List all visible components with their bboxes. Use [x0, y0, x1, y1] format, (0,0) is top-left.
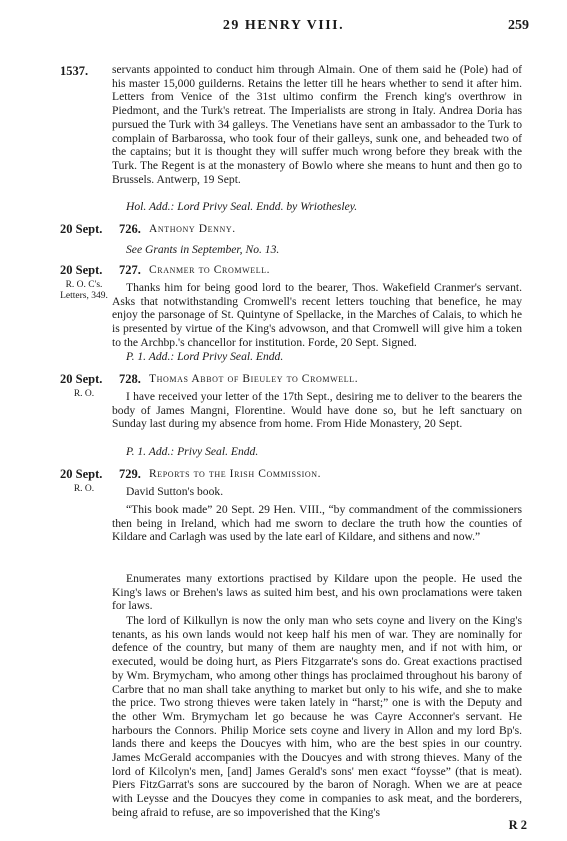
entry-margin-note: R. O.: [73, 389, 95, 399]
entry-title: Cranmer to Cromwell.: [149, 264, 271, 276]
entry-number: 729.: [119, 467, 141, 481]
entry-title: Thomas Abbot of Bieuley to Cromwell.: [149, 373, 359, 385]
running-title: 29 HENRY VIII.: [222, 18, 345, 33]
continuation-note: Hol. Add.: Lord Privy Seal. Endd. by Wriothesley.: [126, 200, 358, 213]
entry-title: Anthony Denny.: [149, 223, 236, 235]
entry-727-note: P. 1. Add.: Lord Privy Seal. Endd.: [126, 350, 284, 363]
running-head: [0, 18, 567, 38]
entry-727-text: Thanks him for being good lord to the bearer, Thos. Wakefield Cranmer's servant. Asks that notwithstanding Cromwell's recent letters touching that benefice, he may enjoy the parsonage of St. Quintyne of Spellacke, in the Marches of Calais, to which he is presented by virtue of the King's advowson, and that Cromwell will give him a token to the Archbp.'s chancellor for institution. Forde, 20 Sept. Signed.: [112, 281, 522, 349]
entry-title: Reports to the Irish Commission.: [149, 468, 322, 480]
entry-728-text: I have received your letter of the 17th Sept., desiring me to deliver to the bearers the body of James Mangni, Florentine. Would have done so, but he left sanctuary on Sunday last during my absence from home. From Hide Monastery, 20 Sept.: [112, 390, 522, 431]
entry-729-paragraph-1: “This book made” 20 Sept. 29 Hen. VIII., “by commandment of the commissioners then being in Ireland, which had me sworn to declare the truth how the counties of Kildare and Carlagh was used by the late earl of Kildare, and sithens and now.”: [112, 503, 522, 544]
year-label: 1537.: [60, 64, 89, 78]
entry-number: 727.: [119, 263, 141, 277]
entry-number: 728.: [119, 372, 141, 386]
entry-date: 20 Sept.: [60, 222, 103, 236]
continuation-paragraph: servants appointed to conduct him through Almain. One of them said he (Pole) had of his master 15,000 guilderns. Retains the letter till he hears whether to send it after him. Letters from Venice of the 31st ultimo confirm the French king's overthrow in Piedmont, and the Turk's retreat. The Imperialists are strong in Italy. Andrea Doria has pursued the Turk with 34 galleys. The Venetians have sent an ambassador to the Turk to complain of Barbarossa, who took four of their galleys, sunk one, and beheaded two of the captains; but it is thought they will suffer much wrong before they break with the Turk. The Regent is at the monastery of Bowlo where she means to hunt and then go to Brussels. Antwerp, 19 Sept.: [112, 63, 522, 186]
entry-date: 20 Sept.: [60, 467, 103, 481]
entry-date: 20 Sept.: [60, 263, 103, 277]
entry-729-subtitle: David Sutton's book.: [126, 485, 224, 498]
entry-729-paragraph-2: Enumerates many extortions practised by Kildare upon the people. He used the King's laws or Brehen's laws as suited him best, and his own proclamations were taken for laws.: [112, 572, 522, 613]
entry-date: 20 Sept.: [60, 372, 103, 386]
entry-728-note: P. 1. Add.: Privy Seal. Endd.: [126, 445, 259, 458]
entry-number: 726.: [119, 222, 141, 236]
signature-mark: R 2: [508, 818, 527, 832]
entry-726-text: See Grants in September, No. 13.: [126, 243, 280, 256]
entry-margin-note: R. O.: [73, 484, 95, 494]
entry-729-paragraph-3: The lord of Kilkullyn is now the only man who sets coyne and livery on the King's tenants, as his own lands would not keep half his men of war. They are nominally for defence of the country, but many of them are naughty men, and if not with him, or executed, would be doing hurt, as Piers Fitzgarrate's sons do. Great exactions practised by Wm. Brymycham, who among other things has proclaimed throughout his barony of Carbre that no man shall take anything to market but only to his wife, and she to make the price. Two strong thieves were taken lately in “harst;” one is with the Deputy and the other Wm. Brymycham let go because he was Cayre Acconner's servant. He harbours the Connors. Philip Morice sets coyne and livery in Allon and my lord Bp's. lands there and keeps the Doucyes with him, who are the best spies in our country. James McGerald accompanies with the Doucyes and with strong thieves. Many of the lord of Kilcolyn's men, [and] James Gerald's sons' men exact “foysse” (that is meat). Piers FitzGarrat's sons are succoured by the baron of Noragh. When we are at peace with Leysse and the Doucyes they come in companies to ask meat, and the borderers, being afraid to refuse, are so impoverished that the King's: [112, 614, 522, 819]
entry-margin-note: R. O. C's. Letters, 349.: [60, 280, 108, 301]
page-number: 259: [508, 18, 529, 33]
